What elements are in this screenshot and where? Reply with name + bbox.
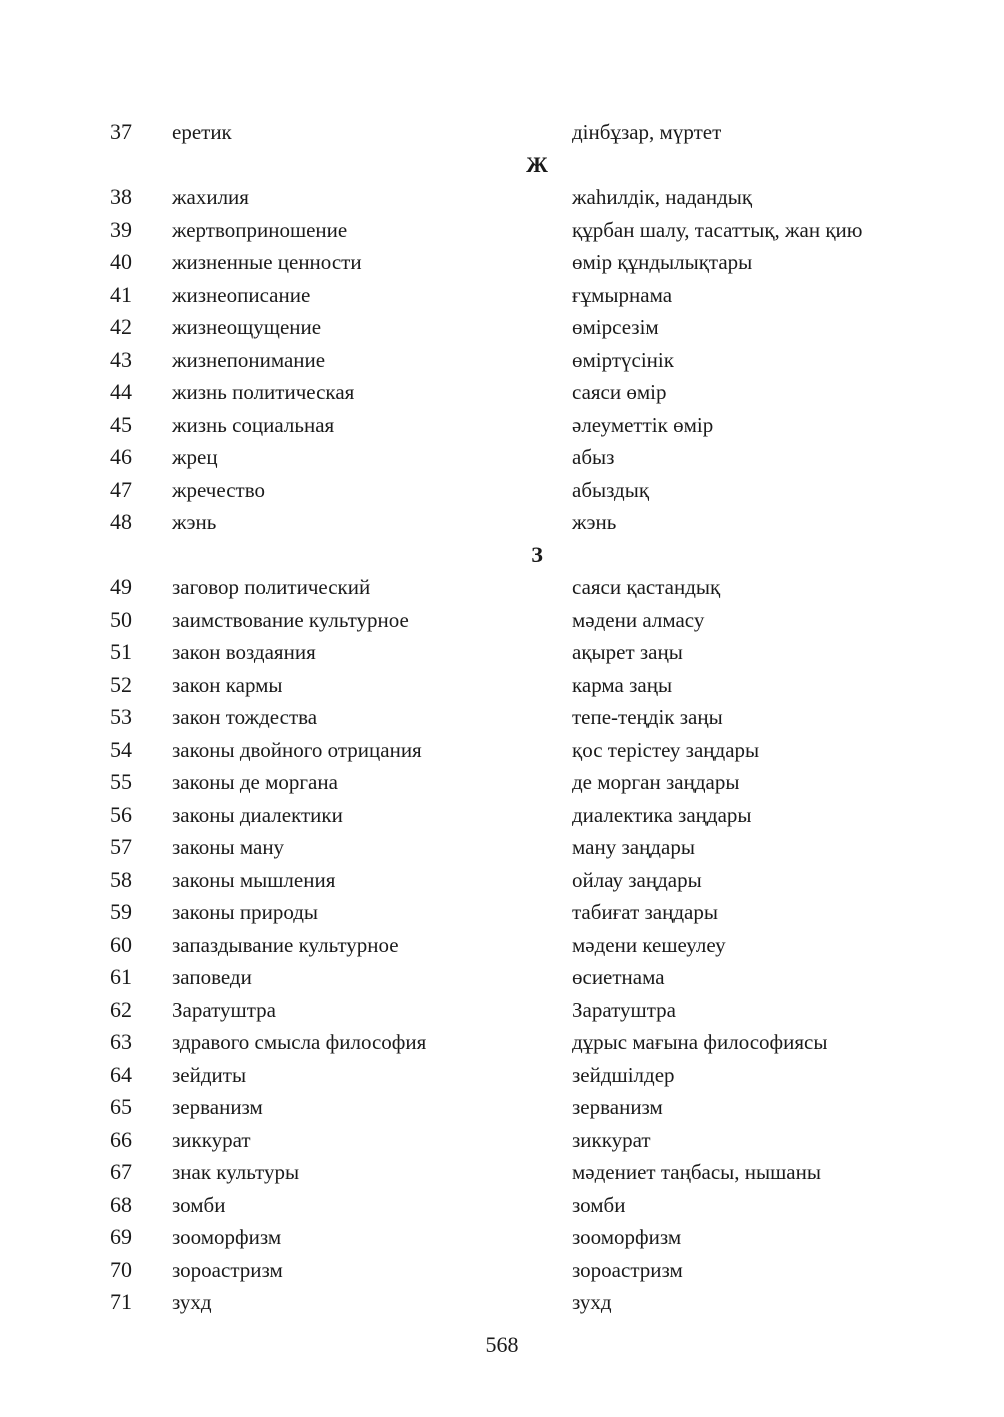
term-russian: жизнь социальная bbox=[172, 412, 335, 437]
term-kazakh: зиккурат bbox=[572, 1127, 651, 1152]
section-letter-heading: З bbox=[531, 541, 543, 567]
term-kazakh: саяси қастандық bbox=[572, 575, 721, 599]
term-russian: зороастризм bbox=[172, 1257, 283, 1282]
term-russian: законы ману bbox=[172, 835, 285, 859]
term-russian: законы диалектики bbox=[172, 802, 343, 827]
glossary-row bbox=[0, 116, 1004, 149]
term-kazakh: зухд bbox=[572, 1290, 612, 1314]
glossary-row bbox=[0, 929, 1004, 962]
term-kazakh: саяси өмір bbox=[572, 380, 667, 404]
glossary-row bbox=[0, 1059, 1004, 1092]
entry-number: 62 bbox=[110, 996, 132, 1022]
entry-number: 59 bbox=[110, 899, 132, 924]
term-russian: законы мышления bbox=[172, 867, 336, 892]
glossary-row bbox=[0, 766, 1004, 799]
entry-number: 67 bbox=[110, 1159, 132, 1184]
entry-number: 47 bbox=[110, 476, 132, 502]
glossary-row bbox=[0, 961, 1004, 994]
term-russian: жэнь bbox=[172, 510, 217, 534]
term-russian: законы двойного отрицания bbox=[172, 737, 422, 762]
glossary-row bbox=[0, 214, 1004, 247]
glossary-row bbox=[0, 1221, 1004, 1254]
glossary-row bbox=[0, 376, 1004, 409]
term-russian: заповеди bbox=[172, 965, 252, 989]
term-kazakh: зооморфизм bbox=[572, 1225, 682, 1249]
term-kazakh: өміртүсінік bbox=[572, 347, 674, 372]
term-russian: запаздывание культурное bbox=[172, 932, 399, 957]
term-kazakh: Заратуштра bbox=[572, 997, 676, 1022]
entry-number: 49 bbox=[110, 574, 132, 599]
glossary-row bbox=[0, 669, 1004, 702]
entry-number: 55 bbox=[110, 769, 132, 794]
term-kazakh: өмірсезім bbox=[572, 315, 659, 339]
term-russian: жизнеописание bbox=[172, 282, 311, 307]
term-kazakh: зороастризм bbox=[572, 1257, 683, 1282]
entry-number: 63 bbox=[110, 1029, 132, 1054]
term-kazakh: дінбұзар, мүртет bbox=[572, 120, 722, 144]
entry-number: 66 bbox=[110, 1126, 132, 1152]
term-russian: зомби bbox=[172, 1192, 226, 1217]
glossary-row bbox=[0, 474, 1004, 507]
glossary-row bbox=[0, 896, 1004, 929]
term-russian: жизнепонимание bbox=[172, 347, 326, 372]
glossary-row bbox=[0, 1156, 1004, 1189]
term-russian: закон кармы bbox=[172, 672, 283, 697]
entry-number: 38 bbox=[110, 184, 132, 209]
entry-number: 52 bbox=[110, 671, 132, 697]
glossary-table bbox=[0, 116, 1004, 1319]
entry-number: 65 bbox=[110, 1094, 132, 1119]
glossary-row bbox=[0, 1254, 1004, 1287]
glossary-row bbox=[0, 1286, 1004, 1319]
glossary-row bbox=[0, 799, 1004, 832]
term-kazakh: зейдшілдер bbox=[572, 1062, 675, 1087]
entry-number: 43 bbox=[110, 346, 132, 372]
entry-number: 53 bbox=[110, 704, 132, 729]
section-letter-heading: Ж bbox=[526, 151, 548, 177]
entry-number: 71 bbox=[110, 1289, 132, 1314]
glossary-row bbox=[0, 701, 1004, 734]
term-kazakh: зерванизм bbox=[572, 1095, 663, 1119]
term-kazakh: жаһилдік, надандық bbox=[572, 185, 753, 209]
glossary-row bbox=[0, 734, 1004, 767]
term-kazakh: де морган заңдары bbox=[572, 770, 740, 794]
entry-number: 60 bbox=[110, 931, 132, 957]
term-russian: заимствование культурное bbox=[172, 607, 409, 632]
entry-number: 40 bbox=[110, 249, 132, 274]
entry-number: 68 bbox=[110, 1191, 132, 1217]
term-russian: жречество bbox=[172, 477, 265, 502]
entry-number: 44 bbox=[110, 379, 132, 404]
term-russian: жизненные ценности bbox=[172, 250, 362, 274]
term-russian: здравого смысла философия bbox=[172, 1030, 427, 1054]
term-russian: Заратуштра bbox=[172, 997, 276, 1022]
glossary-row bbox=[0, 311, 1004, 344]
entry-number: 48 bbox=[110, 509, 132, 534]
term-kazakh: ману заңдары bbox=[572, 835, 695, 859]
term-russian: жизнеощущение bbox=[172, 315, 322, 339]
term-kazakh: ғұмырнама bbox=[572, 282, 673, 307]
glossary-row bbox=[0, 441, 1004, 474]
term-russian: законы де моргана bbox=[172, 770, 338, 794]
term-kazakh: мәдени алмасу bbox=[572, 607, 705, 632]
term-russian: зооморфизм bbox=[172, 1225, 282, 1249]
glossary-row bbox=[0, 246, 1004, 279]
entry-number: 61 bbox=[110, 964, 132, 989]
entry-number: 58 bbox=[110, 866, 132, 892]
term-russian: закон воздаяния bbox=[172, 640, 316, 664]
glossary-row bbox=[0, 1189, 1004, 1222]
glossary-row bbox=[0, 571, 1004, 604]
glossary-row bbox=[0, 409, 1004, 442]
glossary-row bbox=[0, 279, 1004, 312]
term-kazakh: абыз bbox=[572, 445, 615, 469]
glossary-row bbox=[0, 994, 1004, 1027]
term-kazakh: өсиетнама bbox=[572, 965, 665, 989]
term-kazakh: дұрыс мағына философиясы bbox=[572, 1030, 828, 1054]
entry-number: 54 bbox=[110, 736, 132, 762]
entry-number: 56 bbox=[110, 801, 132, 827]
entry-number: 46 bbox=[110, 444, 132, 469]
entry-number: 64 bbox=[110, 1061, 132, 1087]
term-russian: закон тождества bbox=[172, 705, 318, 729]
term-kazakh: құрбан шалу, тасаттық, жан қию bbox=[572, 217, 863, 242]
glossary-row bbox=[0, 1124, 1004, 1157]
entry-number: 41 bbox=[110, 281, 132, 307]
entry-number: 45 bbox=[110, 411, 132, 437]
term-kazakh: ойлау заңдары bbox=[572, 867, 702, 892]
term-russian: законы природы bbox=[172, 900, 319, 924]
term-russian: зерванизм bbox=[172, 1095, 263, 1119]
entry-number: 51 bbox=[110, 639, 132, 664]
entry-number: 70 bbox=[110, 1256, 132, 1282]
term-kazakh: тепе-теңдік заңы bbox=[572, 705, 723, 729]
term-kazakh: мәдениет таңбасы, нышаны bbox=[572, 1160, 821, 1184]
glossary-row bbox=[0, 864, 1004, 897]
page-number: 568 bbox=[485, 1332, 519, 1357]
term-kazakh: өмір құндылықтары bbox=[572, 250, 753, 274]
entry-number: 42 bbox=[110, 314, 132, 339]
glossary-row bbox=[0, 344, 1004, 377]
term-russian: зиккурат bbox=[172, 1127, 251, 1152]
term-kazakh: карма заңы bbox=[572, 672, 673, 697]
entry-number: 69 bbox=[110, 1224, 132, 1249]
term-kazakh: жэнь bbox=[572, 510, 617, 534]
glossary-row bbox=[0, 506, 1004, 539]
glossary-row bbox=[0, 1026, 1004, 1059]
term-russian: жертвоприношение bbox=[172, 217, 348, 242]
glossary-row bbox=[0, 604, 1004, 637]
term-kazakh: ақырет заңы bbox=[572, 640, 683, 664]
entry-number: 57 bbox=[110, 834, 132, 859]
glossary-row bbox=[0, 831, 1004, 864]
term-kazakh: зомби bbox=[572, 1192, 626, 1217]
term-kazakh: әлеуметтік өмір bbox=[572, 412, 714, 437]
glossary-row bbox=[0, 636, 1004, 669]
term-russian: жизнь политическая bbox=[172, 380, 355, 404]
term-russian: заговор политический bbox=[172, 575, 371, 599]
entry-number: 39 bbox=[110, 216, 132, 242]
glossary-row bbox=[0, 1091, 1004, 1124]
term-russian: жахилия bbox=[172, 185, 249, 209]
term-kazakh: табиғат заңдары bbox=[572, 900, 718, 924]
term-russian: еретик bbox=[172, 120, 232, 144]
entry-number: 50 bbox=[110, 606, 132, 632]
term-kazakh: қос терістеу заңдары bbox=[572, 737, 760, 762]
term-russian: зейдиты bbox=[172, 1062, 247, 1087]
entry-number: 37 bbox=[110, 119, 132, 144]
term-kazakh: диалектика заңдары bbox=[572, 802, 752, 827]
term-kazakh: мәдени кешеулеу bbox=[572, 932, 726, 957]
term-russian: знак культуры bbox=[172, 1160, 300, 1184]
term-kazakh: абыздық bbox=[572, 477, 650, 502]
term-russian: зухд bbox=[172, 1290, 212, 1314]
glossary-row bbox=[0, 181, 1004, 214]
term-russian: жрец bbox=[172, 445, 218, 469]
